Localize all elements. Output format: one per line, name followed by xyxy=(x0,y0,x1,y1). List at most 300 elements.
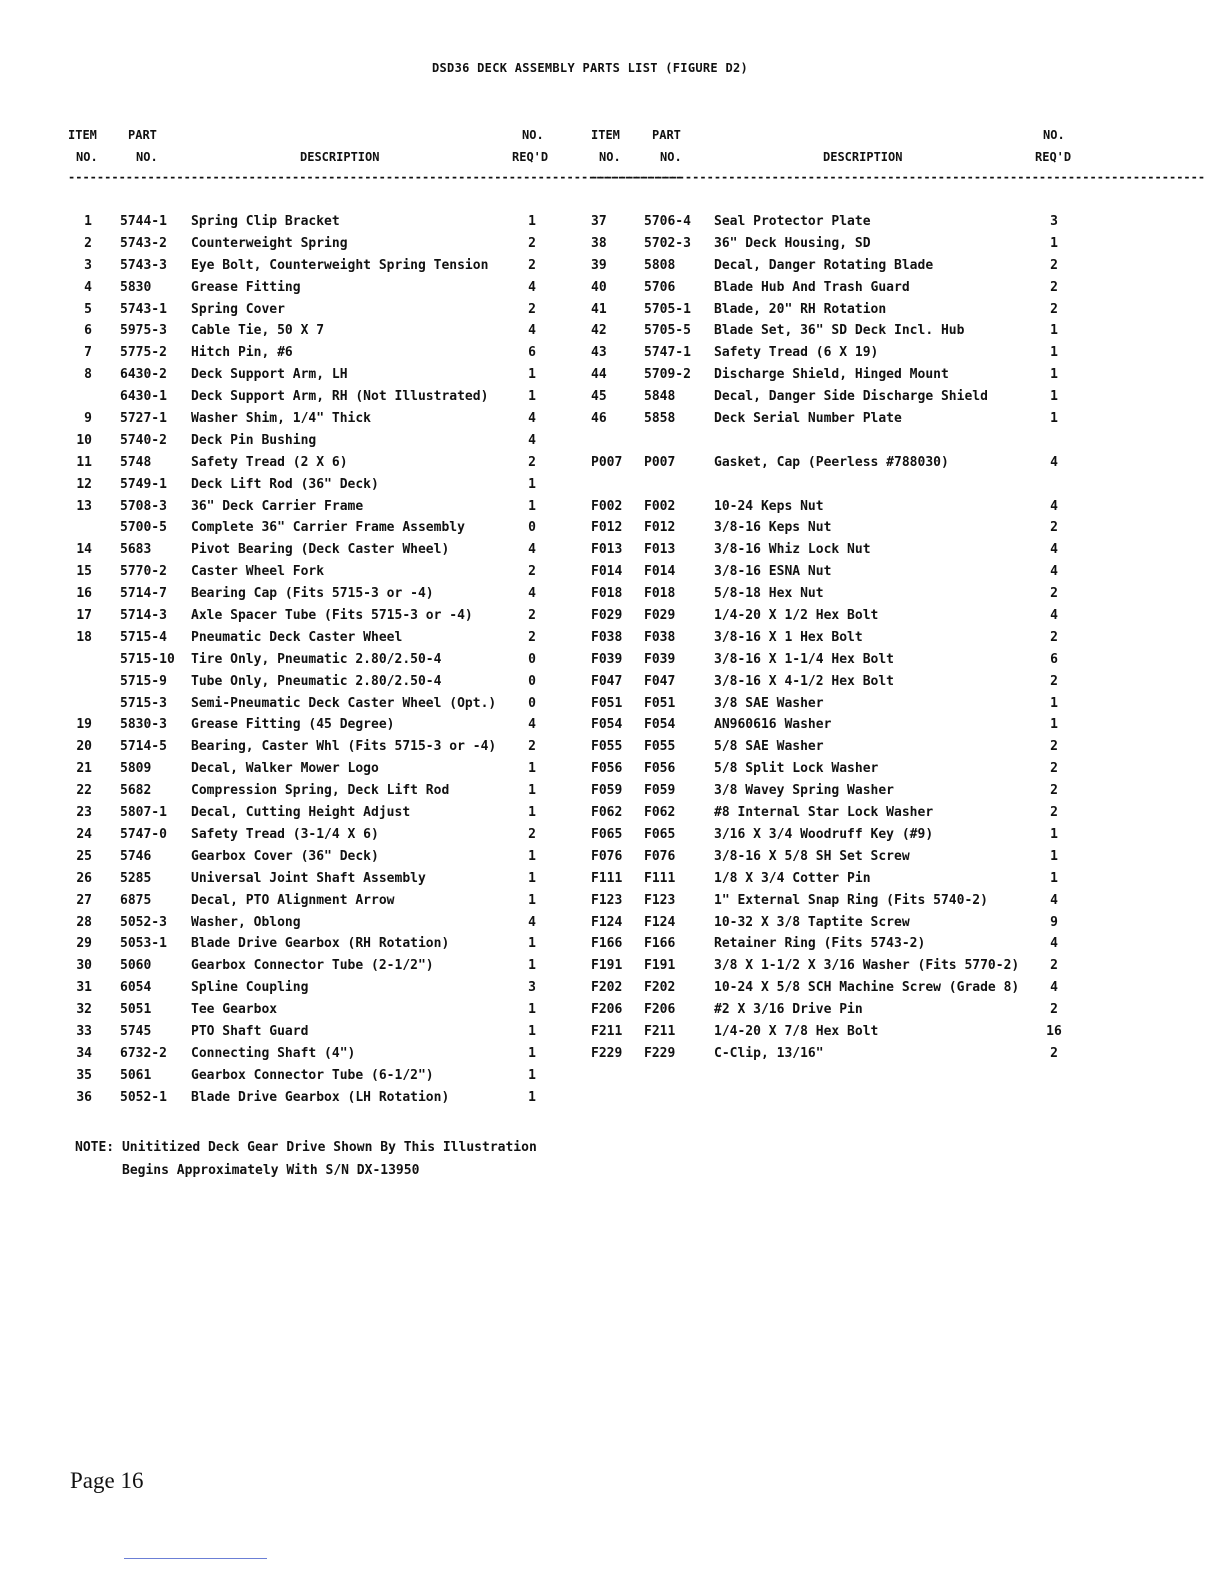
qty-required: 2 xyxy=(528,608,536,624)
note-line-1: NOTE: Unititized Deck Gear Drive Shown By This Illustration xyxy=(75,1140,537,1155)
item-no: 17 xyxy=(76,608,92,624)
table-row xyxy=(0,627,1224,649)
part-no: 5809 xyxy=(120,761,152,777)
note-line-2: Begins Approximately With S/N DX-13950 xyxy=(122,1163,420,1178)
header-item-top: ITEM xyxy=(68,128,97,142)
item-no: 43 xyxy=(591,345,607,361)
description: Tube Only, Pneumatic 2.80/2.50-4 xyxy=(191,673,442,689)
part-no: 5858 xyxy=(644,411,676,427)
item-no: 25 xyxy=(76,848,92,864)
item-no: F123 xyxy=(591,892,623,908)
description: Hitch Pin, #6 xyxy=(191,345,293,361)
part-no: 6430-1 xyxy=(120,389,167,405)
table-row xyxy=(0,496,1224,518)
qty-required: 4 xyxy=(528,323,536,339)
item-no: 41 xyxy=(591,301,607,317)
part-no: 5705-1 xyxy=(644,301,691,317)
qty-required: 4 xyxy=(1050,980,1058,996)
item-no: 33 xyxy=(76,1023,92,1039)
item-no: P007 xyxy=(591,454,623,470)
qty-required: 2 xyxy=(528,629,536,645)
part-no: F056 xyxy=(644,761,676,777)
part-no: F002 xyxy=(644,498,676,514)
header-part-bottom: NO. xyxy=(660,150,682,164)
part-no: 5714-5 xyxy=(120,739,167,755)
description: Gearbox Connector Tube (2-1/2") xyxy=(191,958,434,974)
header-req-top: NO. xyxy=(522,128,544,142)
item-no: F047 xyxy=(591,673,623,689)
qty-required: 4 xyxy=(1050,454,1058,470)
qty-required: 4 xyxy=(1050,608,1058,624)
description: Universal Joint Shaft Assembly xyxy=(191,870,426,886)
item-no: 8 xyxy=(84,367,92,383)
qty-required: 1 xyxy=(1050,389,1058,405)
item-no: 13 xyxy=(76,498,92,514)
table-row xyxy=(0,430,1224,452)
item-no: 36 xyxy=(76,1089,92,1105)
table-row xyxy=(0,1021,1224,1043)
table-row xyxy=(0,824,1224,846)
item-no: 6 xyxy=(84,323,92,339)
description: Blade Set, 36" SD Deck Incl. Hub xyxy=(714,323,965,339)
part-no: F012 xyxy=(644,520,676,536)
description: Blade Drive Gearbox (LH Rotation) xyxy=(191,1089,450,1105)
description: Pivot Bearing (Deck Caster Wheel) xyxy=(191,542,450,558)
part-no: F039 xyxy=(644,651,676,667)
part-no: 5975-3 xyxy=(120,323,167,339)
item-no: F124 xyxy=(591,914,623,930)
qty-required: 2 xyxy=(1050,520,1058,536)
item-no: 31 xyxy=(76,980,92,996)
item-no: F054 xyxy=(591,717,623,733)
part-no: 5830-3 xyxy=(120,717,167,733)
qty-required: 1 xyxy=(528,892,536,908)
description: Safety Tread (6 X 19) xyxy=(714,345,879,361)
description: Complete 36" Carrier Frame Assembly xyxy=(191,520,465,536)
part-no: 5745 xyxy=(120,1023,152,1039)
description: Bearing, Caster Whl (Fits 5715-3 or -4) xyxy=(191,739,497,755)
part-no: 5715-3 xyxy=(120,695,167,711)
part-no: F047 xyxy=(644,673,676,689)
item-no: 14 xyxy=(76,542,92,558)
part-no: F038 xyxy=(644,629,676,645)
header-req-bottom: REQ'D xyxy=(1035,150,1072,164)
header-part-bottom: NO. xyxy=(136,150,158,164)
item-no: 26 xyxy=(76,870,92,886)
part-no: F166 xyxy=(644,936,676,952)
description: Safety Tread (2 X 6) xyxy=(191,454,348,470)
description: Safety Tread (3-1/4 X 6) xyxy=(191,826,379,842)
description: Decal, Walker Mower Logo xyxy=(191,761,379,777)
part-no: F123 xyxy=(644,892,676,908)
part-no: 5807-1 xyxy=(120,805,167,821)
item-no: F229 xyxy=(591,1045,623,1061)
qty-required: 2 xyxy=(1050,629,1058,645)
description: 1/4-20 X 1/2 Hex Bolt xyxy=(714,608,879,624)
item-no: 30 xyxy=(76,958,92,974)
qty-required: 1 xyxy=(528,761,536,777)
table-row xyxy=(0,736,1224,758)
description: Gearbox Cover (36" Deck) xyxy=(191,848,379,864)
table-row xyxy=(0,933,1224,955)
part-no: 6732-2 xyxy=(120,1045,167,1061)
table-row xyxy=(0,955,1224,977)
table-row xyxy=(0,255,1224,277)
qty-required: 1 xyxy=(528,214,536,229)
description: Gearbox Connector Tube (6-1/2") xyxy=(191,1067,434,1083)
part-no: 5682 xyxy=(120,783,152,799)
item-no: F029 xyxy=(591,608,623,624)
part-no: F211 xyxy=(644,1023,676,1039)
item-no: 9 xyxy=(84,411,92,427)
description: Caster Wheel Fork xyxy=(191,564,325,580)
item-no: F065 xyxy=(591,826,623,842)
item-no: 4 xyxy=(84,279,92,295)
part-no: 5709-2 xyxy=(644,367,691,383)
item-no: 37 xyxy=(591,214,607,229)
description: Spring Cover xyxy=(191,301,285,317)
part-no: F029 xyxy=(644,608,676,624)
table-row xyxy=(0,233,1224,255)
description: C-Clip, 13/16" xyxy=(714,1045,824,1061)
part-no: 5770-2 xyxy=(120,564,167,580)
description: 3/8-16 X 1 Hex Bolt xyxy=(714,629,863,645)
description: 10-24 Keps Nut xyxy=(714,498,824,514)
part-no: 5746 xyxy=(120,848,152,864)
qty-required: 1 xyxy=(528,1089,536,1105)
part-no: 5700-5 xyxy=(120,520,167,536)
item-no: F111 xyxy=(591,870,623,886)
table-row xyxy=(0,539,1224,561)
description: #8 Internal Star Lock Washer xyxy=(714,805,934,821)
part-no: 5744-1 xyxy=(120,214,167,229)
qty-required: 2 xyxy=(528,454,536,470)
header-desc: DESCRIPTION xyxy=(300,150,380,164)
table-row xyxy=(0,474,1224,496)
description: 5/8 SAE Washer xyxy=(714,739,824,755)
item-no: 19 xyxy=(76,717,92,733)
table-row xyxy=(0,583,1224,605)
item-no: 20 xyxy=(76,739,92,755)
part-no: F054 xyxy=(644,717,676,733)
description: Deck Serial Number Plate xyxy=(714,411,902,427)
description: Eye Bolt, Counterweight Spring Tension xyxy=(191,257,489,273)
description: Discharge Shield, Hinged Mount xyxy=(714,367,949,383)
left-header-req xyxy=(512,124,548,168)
item-no: 24 xyxy=(76,826,92,842)
right-header-item xyxy=(591,124,621,168)
qty-required: 1 xyxy=(528,1045,536,1061)
table-row xyxy=(0,912,1224,934)
table-row xyxy=(0,1065,560,1087)
qty-required: 2 xyxy=(1050,279,1058,295)
item-no: F059 xyxy=(591,783,623,799)
header-req-top: NO. xyxy=(1043,128,1065,142)
title-text: DSD36 DECK ASSEMBLY PARTS LIST (FIGURE D2) xyxy=(432,61,749,75)
description: 36" Deck Carrier Frame xyxy=(191,498,364,514)
qty-required: 3 xyxy=(1050,214,1058,229)
table-row xyxy=(0,517,1224,539)
page-number: Page 16 xyxy=(70,1468,144,1493)
item-no: 1 xyxy=(84,214,92,229)
qty-required: 1 xyxy=(1050,717,1058,733)
qty-required: 0 xyxy=(528,651,536,667)
table-row xyxy=(0,277,1224,299)
part-no: F055 xyxy=(644,739,676,755)
description: 3/8-16 X 4-1/2 Hex Bolt xyxy=(714,673,895,689)
qty-required: 4 xyxy=(1050,936,1058,952)
qty-required: 4 xyxy=(528,279,536,295)
item-no: F038 xyxy=(591,629,623,645)
table-row xyxy=(0,714,1224,736)
qty-required: 1 xyxy=(1050,870,1058,886)
description: 3/8 Wavey Spring Washer xyxy=(714,783,895,799)
qty-required: 6 xyxy=(1050,651,1058,667)
description: Blade, 20" RH Rotation xyxy=(714,301,887,317)
table-row xyxy=(0,758,1224,780)
part-no: 6430-2 xyxy=(120,367,167,383)
table-row xyxy=(0,977,1224,999)
part-no: 5714-7 xyxy=(120,586,167,602)
description: 1/8 X 3/4 Cotter Pin xyxy=(714,870,871,886)
description: 3/8-16 X 5/8 SH Set Screw xyxy=(714,848,910,864)
qty-required: 0 xyxy=(528,695,536,711)
part-no: 6054 xyxy=(120,980,152,996)
item-no: 7 xyxy=(84,345,92,361)
table-row xyxy=(0,671,1224,693)
part-no: 5053-1 xyxy=(120,936,167,952)
description: Deck Lift Rod (36" Deck) xyxy=(191,476,379,492)
part-no: F051 xyxy=(644,695,676,711)
item-no: F039 xyxy=(591,651,623,667)
qty-required: 1 xyxy=(528,1023,536,1039)
part-no: 5683 xyxy=(120,542,152,558)
qty-required: 1 xyxy=(528,805,536,821)
part-no: 5743-2 xyxy=(120,235,167,251)
qty-required: 1 xyxy=(528,1002,536,1018)
qty-required: 1 xyxy=(528,367,536,383)
table-row xyxy=(0,890,1224,912)
description: Decal, Cutting Height Adjust xyxy=(191,805,411,821)
table-row xyxy=(0,780,1224,802)
part-no: F229 xyxy=(644,1045,676,1061)
qty-required: 4 xyxy=(528,411,536,427)
description: Axle Spacer Tube (Fits 5715-3 or -4) xyxy=(191,608,473,624)
part-no: 5705-5 xyxy=(644,323,691,339)
table-row xyxy=(0,320,1224,342)
item-no: 46 xyxy=(591,411,607,427)
qty-required: 1 xyxy=(528,476,536,492)
item-no: F202 xyxy=(591,980,623,996)
table-row xyxy=(0,802,1224,824)
item-no: 35 xyxy=(76,1067,92,1083)
description: AN960616 Washer xyxy=(714,717,832,733)
description: 10-24 X 5/8 SCH Machine Screw (Grade 8) xyxy=(714,980,1020,996)
description: Gasket, Cap (Peerless #788030) xyxy=(714,454,949,470)
qty-required: 2 xyxy=(528,739,536,755)
description: 3/8 X 1-1/2 X 3/16 Washer (Fits 5770-2) xyxy=(714,958,1020,974)
underline-decoration xyxy=(124,1558,267,1559)
item-no: F012 xyxy=(591,520,623,536)
description: 5/8-18 Hex Nut xyxy=(714,586,824,602)
part-no: 5706 xyxy=(644,279,676,295)
description: Decal, PTO Alignment Arrow xyxy=(191,892,395,908)
part-no: F062 xyxy=(644,805,676,821)
part-no: F018 xyxy=(644,586,676,602)
qty-required: 2 xyxy=(1050,673,1058,689)
part-no: 5285 xyxy=(120,870,152,886)
qty-required: 4 xyxy=(1050,542,1058,558)
table-row xyxy=(0,868,1224,890)
qty-required: 2 xyxy=(1050,1045,1058,1061)
part-no: 5749-1 xyxy=(120,476,167,492)
part-no: 5748 xyxy=(120,454,152,470)
right-header-desc xyxy=(823,146,902,168)
table-row xyxy=(0,408,1224,430)
description: PTO Shaft Guard xyxy=(191,1023,309,1039)
header-part-top: PART xyxy=(652,128,681,142)
item-no: F018 xyxy=(591,586,623,602)
part-no: 5715-4 xyxy=(120,629,167,645)
table-row xyxy=(0,649,1224,671)
item-no: 39 xyxy=(591,257,607,273)
item-no: 23 xyxy=(76,805,92,821)
qty-required: 2 xyxy=(528,235,536,251)
item-no: 12 xyxy=(76,476,92,492)
qty-required: 1 xyxy=(1050,826,1058,842)
item-no: F013 xyxy=(591,542,623,558)
part-no: P007 xyxy=(644,454,676,470)
item-no: F055 xyxy=(591,739,623,755)
part-no: 5052-3 xyxy=(120,914,167,930)
description: Decal, Danger Rotating Blade xyxy=(714,257,934,273)
qty-required: 1 xyxy=(528,936,536,952)
header-item-top: ITEM xyxy=(591,128,620,142)
table-row xyxy=(0,1043,1224,1065)
item-no: F002 xyxy=(591,498,623,514)
description: 3/8 SAE Washer xyxy=(714,695,824,711)
qty-required: 2 xyxy=(528,257,536,273)
right-parts-table xyxy=(0,211,1224,1065)
item-no: 22 xyxy=(76,783,92,799)
item-no: 38 xyxy=(591,235,607,251)
description: 1" External Snap Ring (Fits 5740-2) xyxy=(714,892,988,908)
part-no: 5740-2 xyxy=(120,432,167,448)
item-no: 11 xyxy=(76,454,92,470)
description: Washer, Oblong xyxy=(191,914,301,930)
description: 1/4-20 X 7/8 Hex Bolt xyxy=(714,1023,879,1039)
qty-required: 2 xyxy=(1050,586,1058,602)
part-no: 5747-0 xyxy=(120,826,167,842)
qty-required: 1 xyxy=(528,1067,536,1083)
item-no: 34 xyxy=(76,1045,92,1061)
part-no: F014 xyxy=(644,564,676,580)
qty-required: 1 xyxy=(1050,411,1058,427)
item-no: F014 xyxy=(591,564,623,580)
qty-required: 2 xyxy=(1050,257,1058,273)
description: Spline Coupling xyxy=(191,980,309,996)
description: 36" Deck Housing, SD xyxy=(714,235,871,251)
item-no: F166 xyxy=(591,936,623,952)
description: 3/8-16 X 1-1/4 Hex Bolt xyxy=(714,651,895,667)
part-no: F059 xyxy=(644,783,676,799)
qty-required: 1 xyxy=(528,783,536,799)
qty-required: 2 xyxy=(528,564,536,580)
description: Retainer Ring (Fits 5743-2) xyxy=(714,936,926,952)
description: Pneumatic Deck Caster Wheel xyxy=(191,629,403,645)
description: Washer Shim, 1/4" Thick xyxy=(191,411,372,427)
item-no: F056 xyxy=(591,761,623,777)
description: 3/8-16 Keps Nut xyxy=(714,520,832,536)
qty-required: 2 xyxy=(1050,301,1058,317)
qty-required: 1 xyxy=(1050,695,1058,711)
part-no: F202 xyxy=(644,980,676,996)
description: Deck Support Arm, RH (Not Illustrated) xyxy=(191,389,489,405)
description: Grease Fitting (45 Degree) xyxy=(191,717,395,733)
item-no: F206 xyxy=(591,1002,623,1018)
part-no: 5808 xyxy=(644,257,676,273)
item-no: F062 xyxy=(591,805,623,821)
table-row xyxy=(0,1087,560,1109)
left-header-desc xyxy=(300,146,379,168)
description: Tire Only, Pneumatic 2.80/2.50-4 xyxy=(191,651,442,667)
description: Tee Gearbox xyxy=(191,1002,278,1018)
qty-required: 4 xyxy=(528,432,536,448)
description: #2 X 3/16 Drive Pin xyxy=(714,1002,863,1018)
right-header-part xyxy=(652,124,682,168)
qty-required: 2 xyxy=(528,826,536,842)
item-no: F076 xyxy=(591,848,623,864)
item-no: 18 xyxy=(76,629,92,645)
part-no: 5702-3 xyxy=(644,235,691,251)
description: Cable Tie, 50 X 7 xyxy=(191,323,325,339)
right-header-req xyxy=(1035,124,1071,168)
qty-required: 1 xyxy=(528,389,536,405)
part-no: 5727-1 xyxy=(120,411,167,427)
qty-required: 1 xyxy=(1050,235,1058,251)
description: 3/8-16 ESNA Nut xyxy=(714,564,832,580)
part-no: 5775-2 xyxy=(120,345,167,361)
part-no: 5706-4 xyxy=(644,214,691,229)
left-header-item xyxy=(68,124,98,168)
part-no: 5830 xyxy=(120,279,152,295)
qty-required: 2 xyxy=(1050,739,1058,755)
description: Blade Drive Gearbox (RH Rotation) xyxy=(191,936,450,952)
header-desc: DESCRIPTION xyxy=(823,150,903,164)
description: Spring Clip Bracket xyxy=(191,214,340,229)
qty-required: 4 xyxy=(528,542,536,558)
part-no: 5051 xyxy=(120,1002,152,1018)
part-no: 5714-3 xyxy=(120,608,167,624)
table-row xyxy=(0,299,1224,321)
item-no: 3 xyxy=(84,257,92,273)
description: 5/8 Split Lock Washer xyxy=(714,761,879,777)
table-row xyxy=(0,693,1224,715)
left-divider: ------------------------------------------------------------------------------------- xyxy=(68,170,683,184)
note-block xyxy=(75,1136,537,1182)
description: Decal, Danger Side Discharge Shield xyxy=(714,389,988,405)
part-no: F206 xyxy=(644,1002,676,1018)
qty-required: 2 xyxy=(1050,1002,1058,1018)
qty-required: 2 xyxy=(528,301,536,317)
part-no: F076 xyxy=(644,848,676,864)
header-item-bottom: NO. xyxy=(76,150,98,164)
description: Bearing Cap (Fits 5715-3 or -4) xyxy=(191,586,434,602)
qty-required: 16 xyxy=(1046,1023,1062,1039)
table-row xyxy=(0,561,1224,583)
qty-required: 0 xyxy=(528,673,536,689)
part-no: 5743-3 xyxy=(120,257,167,273)
